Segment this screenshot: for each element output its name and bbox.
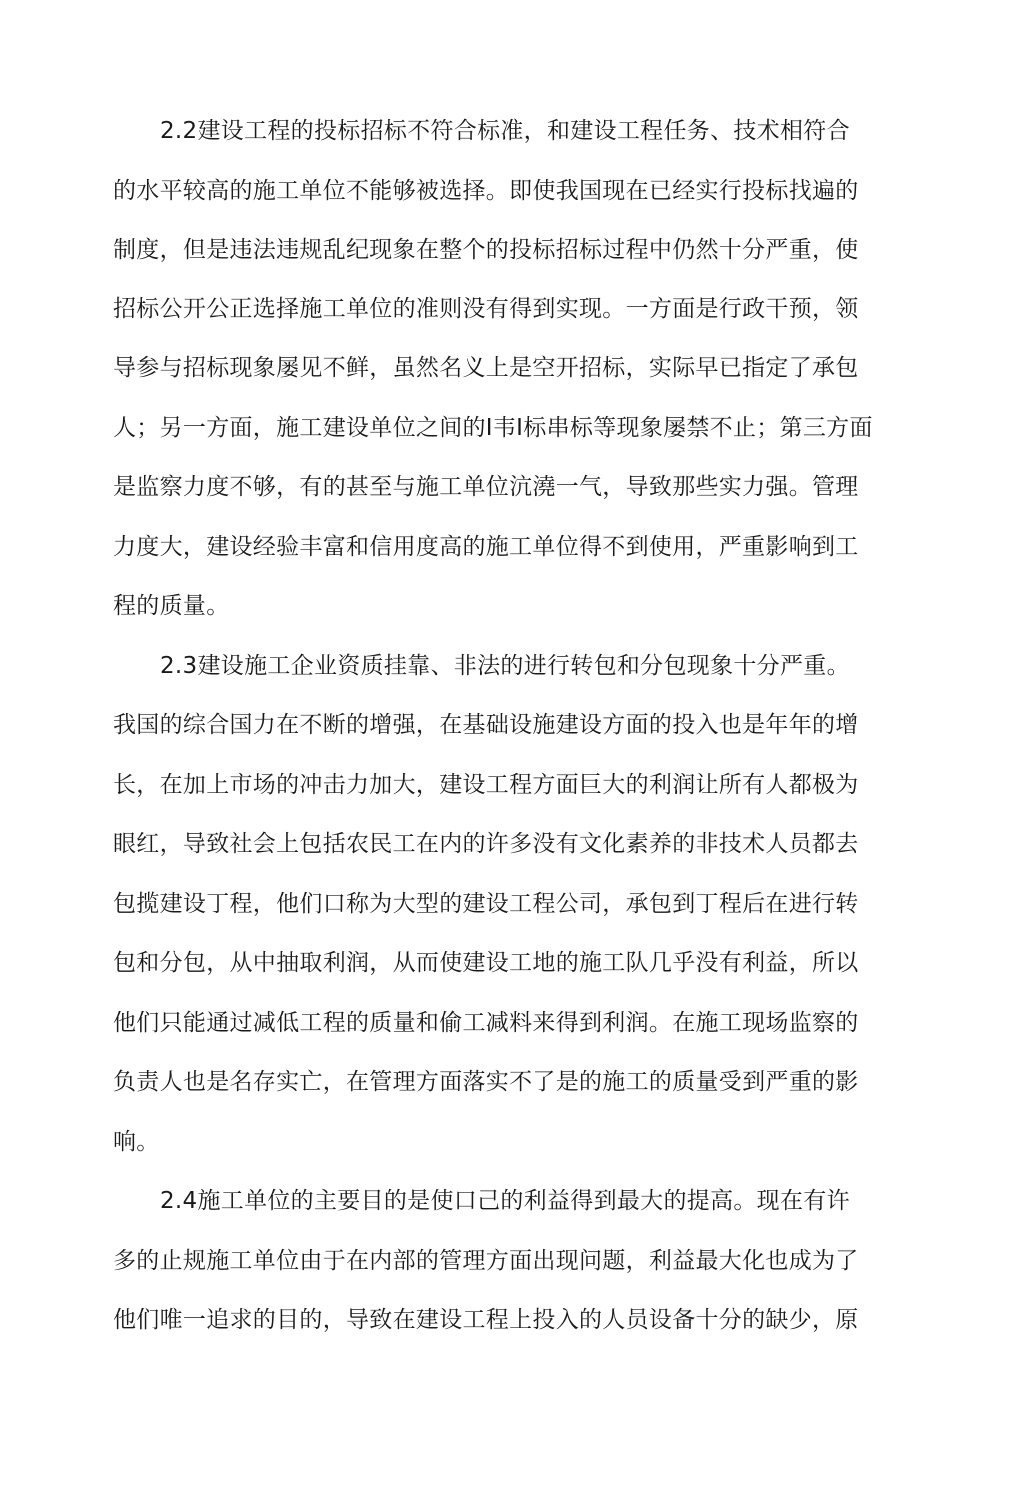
paragraph-2-3-line-3: 长，在加上市场的冲击力加大，建设工程方面巨大的利润让所有人都极为 xyxy=(113,772,859,798)
paragraph-2-2-line-3: 制度，但是违法违规乱纪现象在整个的投标招标过程中仍然十分严重，使 xyxy=(113,237,859,263)
paragraph-2-4-line-3: 他们唯一追求的目的，导致在建设工程上投入的人员设备十分的缺少，原 xyxy=(113,1307,859,1333)
paragraph-2-3-line-6: 包和分包，从中抽取利润，从而使建设工地的施工队几乎没有利益，所以 xyxy=(113,950,859,976)
paragraph-2-3-line-9: 响。 xyxy=(113,1129,160,1155)
paragraph-2-2-line-9: 程的质量。 xyxy=(113,593,230,619)
paragraph-2-2-line-6: 人；另一方面，施工建设单位之间的I韦I标串标等现象屡禁不止；第三方面 xyxy=(113,415,873,441)
paragraph-2-3-line-8: 负责人也是名存实亡，在管理方面落实不了是的施工的质量受到严重的影 xyxy=(113,1069,859,1095)
paragraph-2-3-line-2: 我国的综合国力在不断的增强，在基础设施建设方面的投入也是年年的增 xyxy=(113,712,859,738)
paragraph-2-2-line-5: 导参与招标现象屡见不鲜，虽然名义上是空开招标，实际早已指定了承包 xyxy=(113,355,859,381)
paragraph-2-4-line-1: 2.4施工单位的主要目的是使口己的利益得到最大的提高。现在有许 xyxy=(160,1188,850,1214)
paragraph-2-2-line-4: 招标公开公正选择施工单位的准则没有得到实现。一方面是行政干预，领 xyxy=(113,296,859,322)
paragraph-2-3-line-7: 他们只能通过减低工程的质量和偷工减料来得到利润。在施工现场监察的 xyxy=(113,1010,859,1036)
paragraph-2-2-line-1: 2.2建设工程的投标招标不符合标准，和建设工程任务、技术相符合 xyxy=(160,118,850,144)
paragraph-2-2-line-7: 是监察力度不够，有的甚至与施工单位沆澆一气，导致那些实力强。管理 xyxy=(113,474,859,500)
paragraph-2-4-line-2: 多的止规施工单位由于在内部的管理方面出现问题，利益最大化也成为了 xyxy=(113,1248,859,1274)
paragraph-2-2-line-2: 的水平较高的施工单位不能够被选择。即使我国现在已经实行投标找遍的 xyxy=(113,178,859,204)
paragraph-2-3-line-1: 2.3建设施工企业资质挂靠、非法的进行转包和分包现象十分严重。 xyxy=(160,653,850,679)
paragraph-2-3-line-5: 包揽建设丁程，他们口称为大型的建设工程公司，承包到丁程后在进行转 xyxy=(113,891,859,917)
paragraph-2-2-line-8: 力度大，建设经验丰富和信用度高的施工单位得不到使用，严重影响到工 xyxy=(113,534,859,560)
paragraph-2-3-line-4: 眼红，导致社会上包括农民工在内的许多没有文化素养的非技术人员都去 xyxy=(113,831,859,857)
